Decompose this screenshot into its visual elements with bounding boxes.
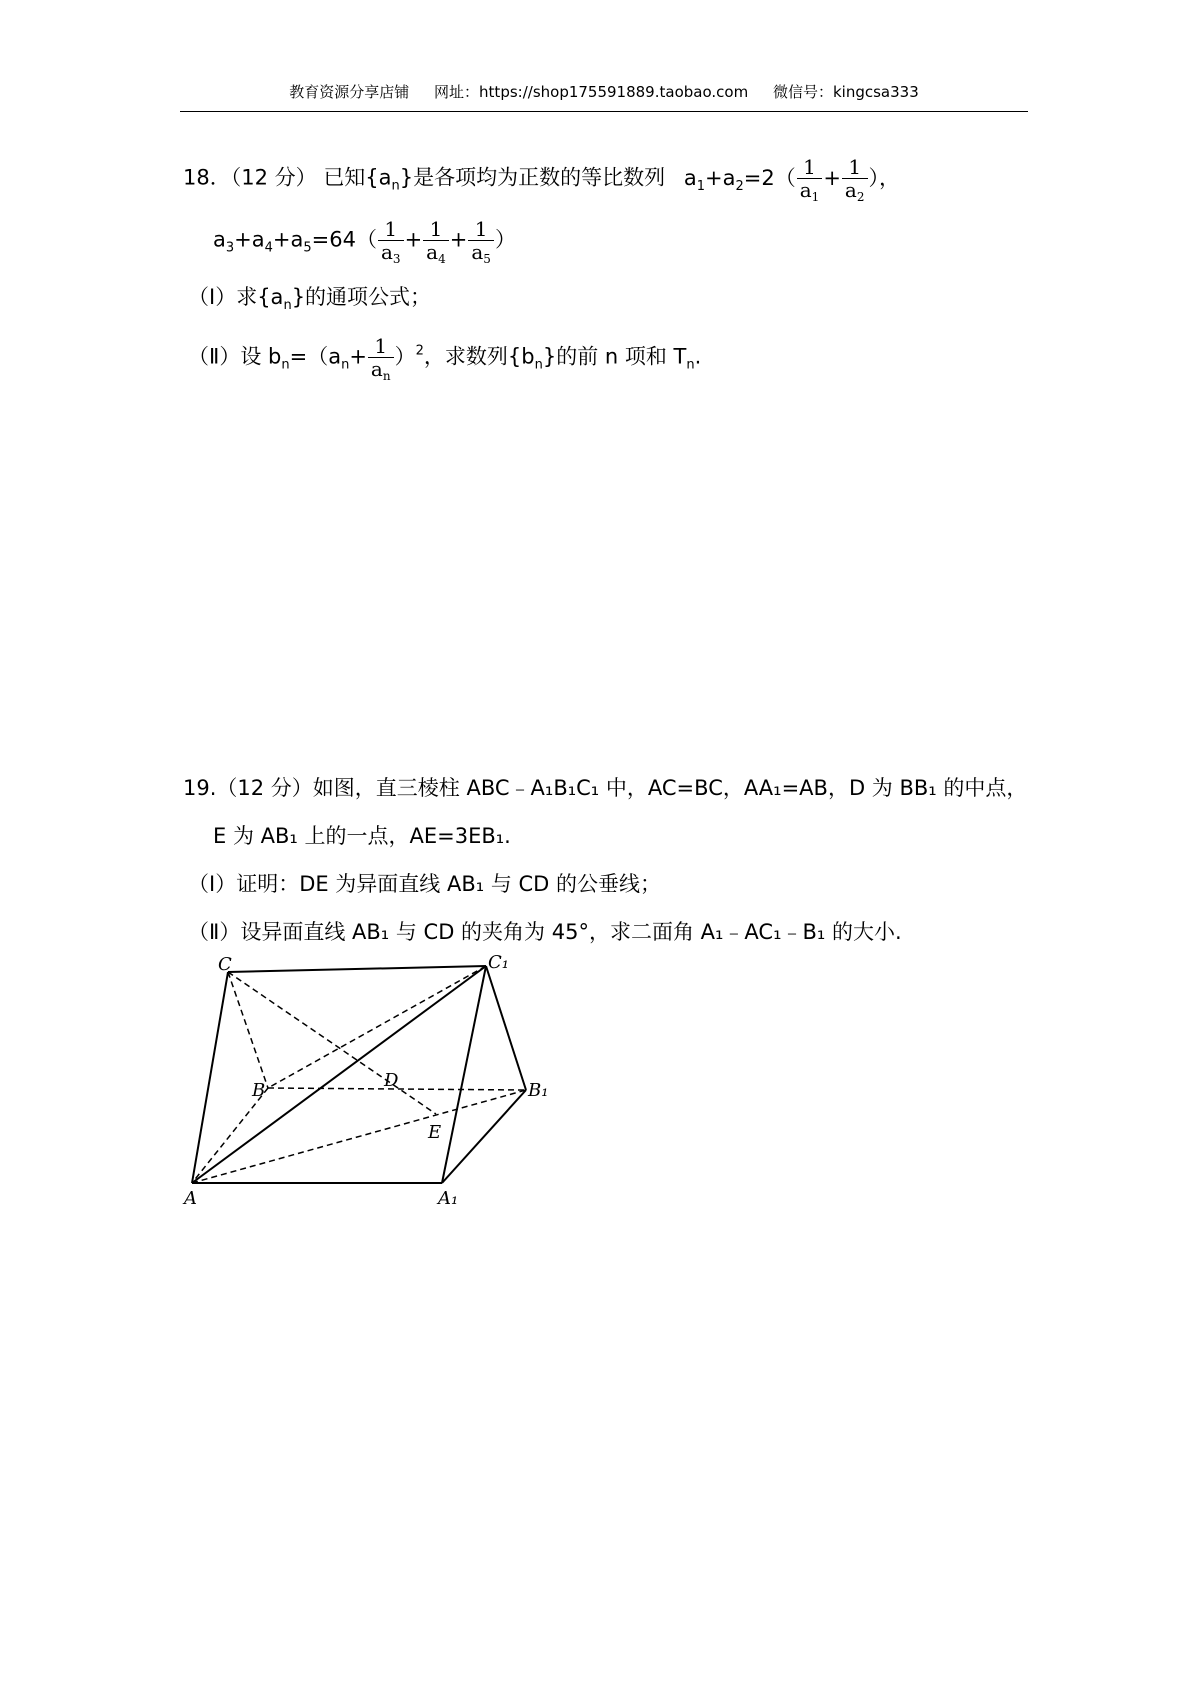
q18-part1: （Ⅰ）求$\{a_n\}$的通项公式； [188, 285, 432, 313]
label-B: B [252, 1080, 266, 1101]
label-C1: C₁ [488, 952, 509, 973]
edge-CB [228, 972, 268, 1088]
edge-CC1 [228, 966, 486, 972]
q18-part2: （Ⅱ）设 $b_n=(a_n+$ $\frac{1}{a_n}$ ）$^2$，求数列$\{b_n\}$的前 n 项和 $T_n$. [188, 334, 702, 383]
q19-part1: （Ⅰ）证明：DE 为异面直线 AB₁ 与 CD 的公垂线； [188, 872, 662, 896]
q19-line2: E 为 AB₁ 上的一点，AE=3EB₁. [213, 824, 511, 848]
shop-name: 教育资源分享店铺 [289, 83, 410, 101]
label-C: C [218, 954, 232, 975]
edge-CA [192, 972, 228, 1183]
q19-part2: （Ⅱ）设异面直线 AB₁ 与 CD 的夹角为 45°，求二面角 A₁﹣AC₁﹣B₁ 的大小. [188, 920, 902, 944]
q19-line1: 19.（12 分）如图，直三棱柱 ABC﹣A₁B₁C₁ 中，AC=BC，AA₁=AB，D 为 BB₁ 的中点， [183, 776, 1028, 800]
prism-figure [180, 950, 580, 1210]
page-header [180, 82, 1028, 102]
wechat-id: 微信号：kingcsa333 [772, 83, 919, 101]
q18-line1: 18．（12 分） 已知$\{a_n\}$是各项均为正数的等比数列 $a_1+a_2=2$（ $\frac{1}{a_1}$ + $\frac{1}{a_2}$ ）， [183, 155, 900, 204]
q18-intro: 已知{a [323, 165, 392, 190]
label-E: E [428, 1122, 442, 1143]
q18-cond2: $a_3+a_4+a_5=64$（ $\frac{1}{a_3}$ + $\frac{1}{a_4}$ + $\frac{1}{a_5}$ ） [213, 217, 516, 266]
label-A1: A₁ [438, 1188, 459, 1209]
q18-cond1: $a_1+a_2=2$（ $\frac{1}{a_1}$ + $\frac{1}{a_2}$ ）， [683, 155, 900, 204]
header-divider [180, 111, 1028, 112]
edge-A1C1 [442, 966, 486, 1183]
edge-AC1 [192, 966, 486, 1183]
edge-B1A1 [442, 1090, 526, 1183]
edge-C1B [268, 966, 486, 1088]
label-A: A [184, 1188, 197, 1209]
edge-AB1 [192, 1090, 526, 1183]
edge-C1B1 [486, 966, 526, 1090]
label-D: D [384, 1070, 399, 1091]
shop-url: 网址：https://shop175591889.taobao.com [434, 83, 749, 101]
label-B1: B₁ [528, 1080, 549, 1101]
q18-intro-tail: }是各项均为正数的等比数列 [399, 165, 666, 190]
q18-number: 18．（12 分） [183, 165, 317, 190]
